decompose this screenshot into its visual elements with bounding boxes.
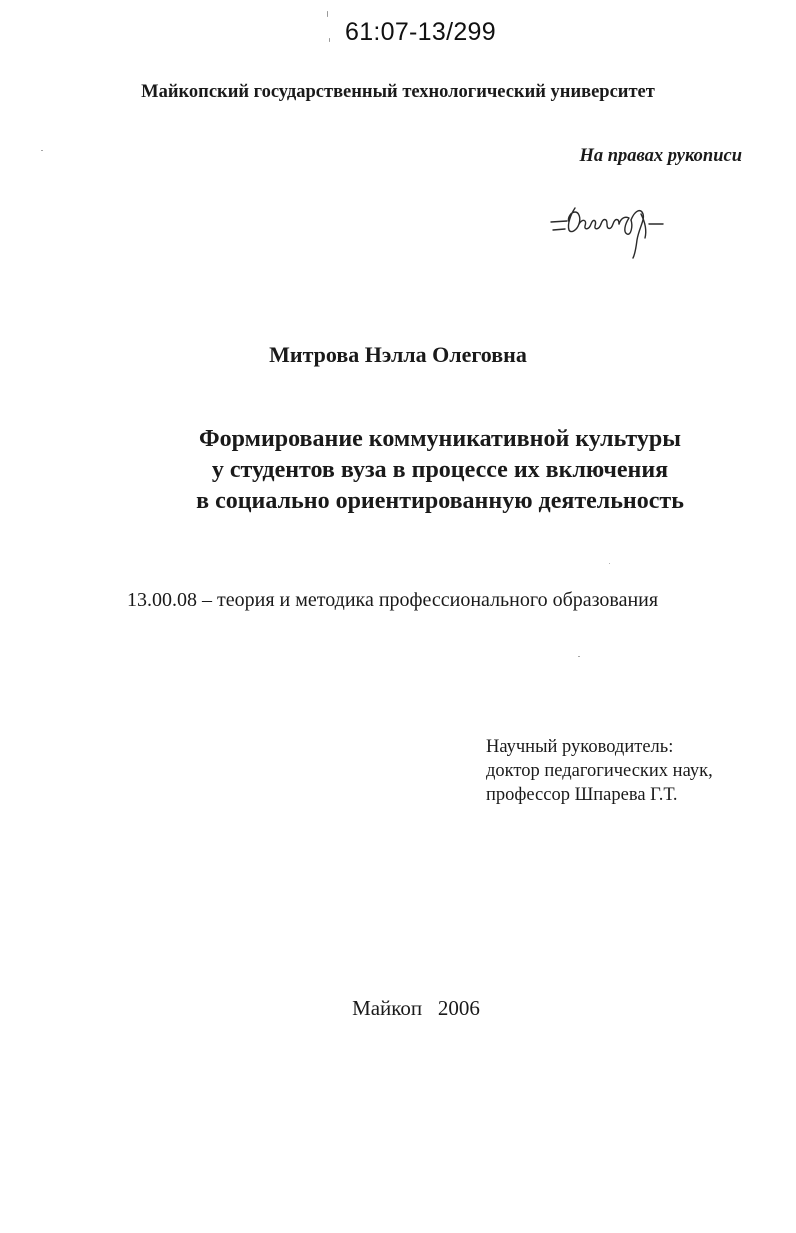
handwritten-signature bbox=[545, 200, 675, 262]
specialty-code: 13.00.08 – теория и методика профессионального образования bbox=[127, 589, 659, 611]
university-name: Майкопский государственный технологический университет bbox=[141, 82, 655, 102]
scientific-supervisor bbox=[486, 735, 713, 807]
supervisor-line: профессор Шпарева Г.Т. bbox=[486, 785, 678, 805]
thesis-title bbox=[0, 424, 796, 517]
thesis-title-line: у студентов вуза в процессе их включения bbox=[211, 457, 669, 483]
thesis-title-line: Формирование коммуникативной культуры bbox=[199, 426, 681, 452]
scan-speck bbox=[327, 11, 328, 17]
thesis-title-line: в социально ориентированную деятельность bbox=[196, 488, 684, 514]
scan-speck bbox=[578, 656, 580, 657]
supervisor-line: доктор педагогических наук, bbox=[486, 761, 713, 781]
scan-speck bbox=[609, 563, 610, 564]
city-year: Майкоп 2006 bbox=[352, 996, 480, 1020]
author-name: Митрова Нэлла Олеговна bbox=[269, 342, 527, 367]
scan-speck bbox=[41, 150, 43, 151]
supervisor-line: Научный руководитель: bbox=[486, 737, 674, 757]
manuscript-rights-note: На правах рукописи bbox=[579, 146, 742, 166]
catalog-number: 61:07-13/299 bbox=[345, 18, 496, 46]
scan-speck bbox=[329, 38, 330, 42]
